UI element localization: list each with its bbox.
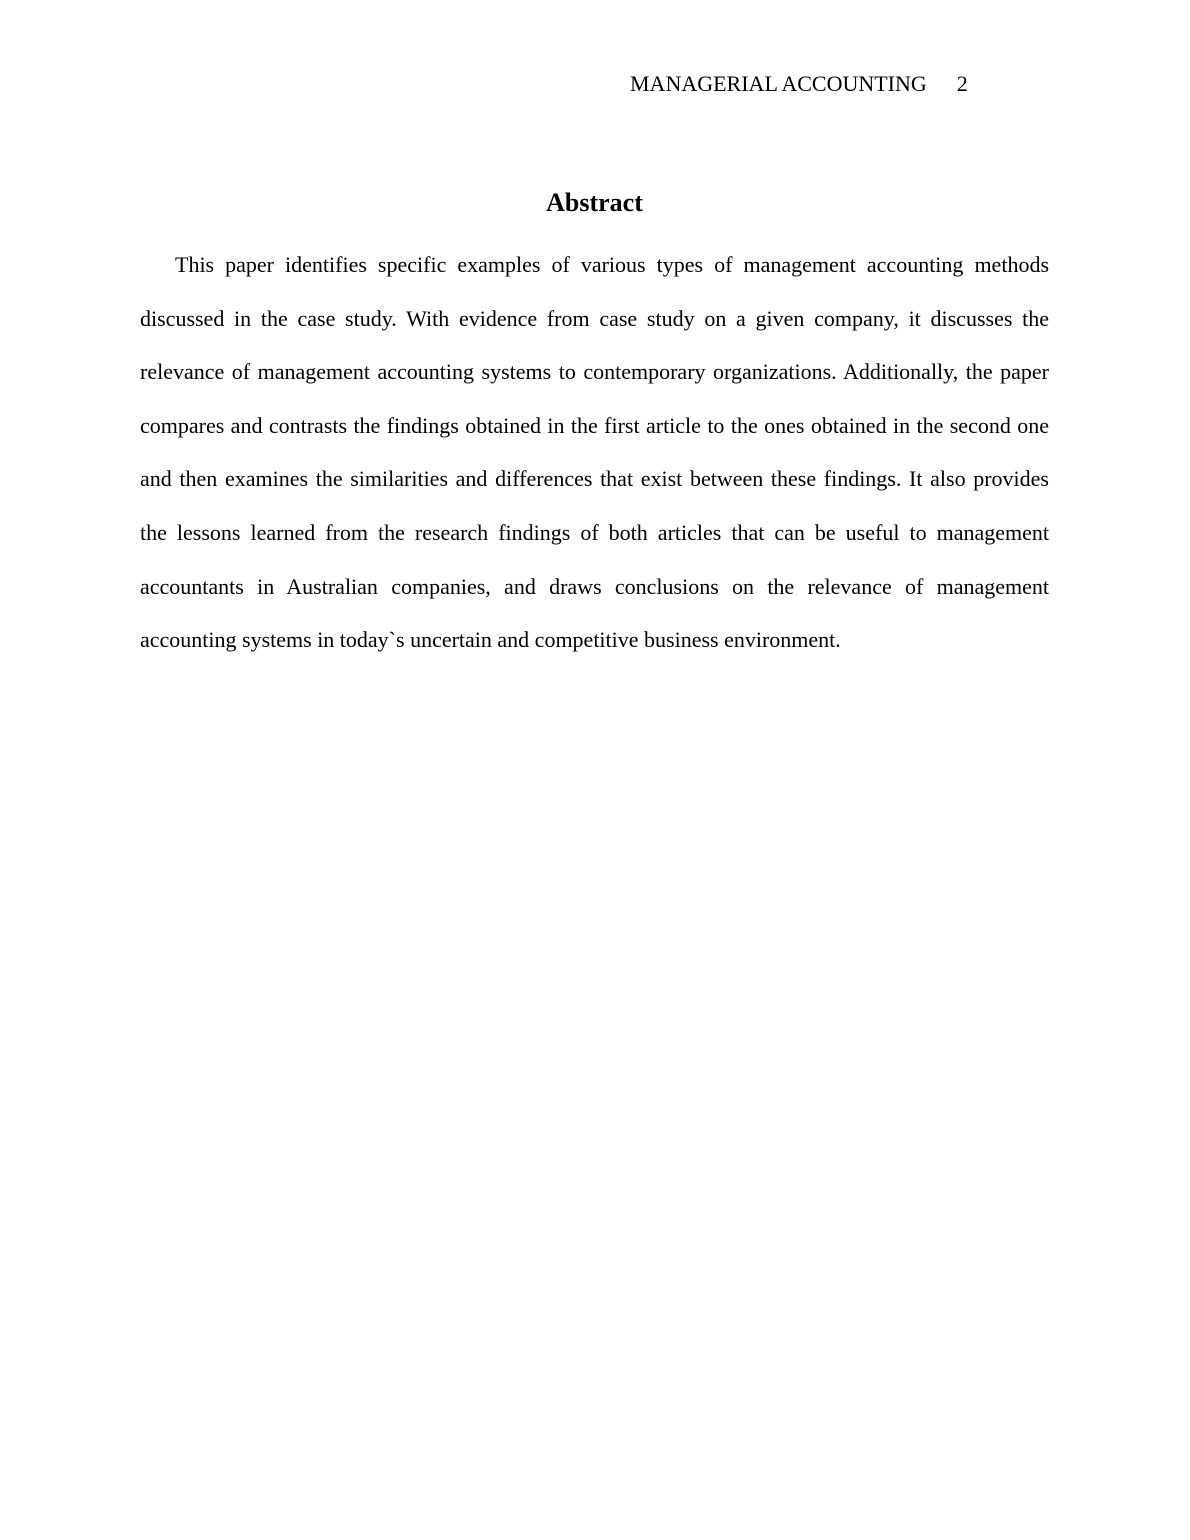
running-head-title: MANAGERIAL ACCOUNTING	[630, 71, 927, 96]
abstract-title: Abstract	[546, 188, 643, 217]
running-head	[630, 70, 968, 98]
abstract-paragraph: This paper identifies specific examples of various types of management accounting methods discussed in the case study. With evidence from case study on a given company, it discusses the relevance of management accounting systems to contemporary organizations. Additionally, the paper compares and contrasts the findings obtained in the first article to the ones obtained in the second one and then examines the similarities and differences that exist between these findings. It also provides the lessons learned from the research findings of both articles that can be useful to management accountants in Australian companies, and draws conclusions on the relevance of management accounting systems in today`s uncertain and competitive business environment.	[140, 252, 1049, 653]
page-number: 2	[956, 71, 968, 96]
